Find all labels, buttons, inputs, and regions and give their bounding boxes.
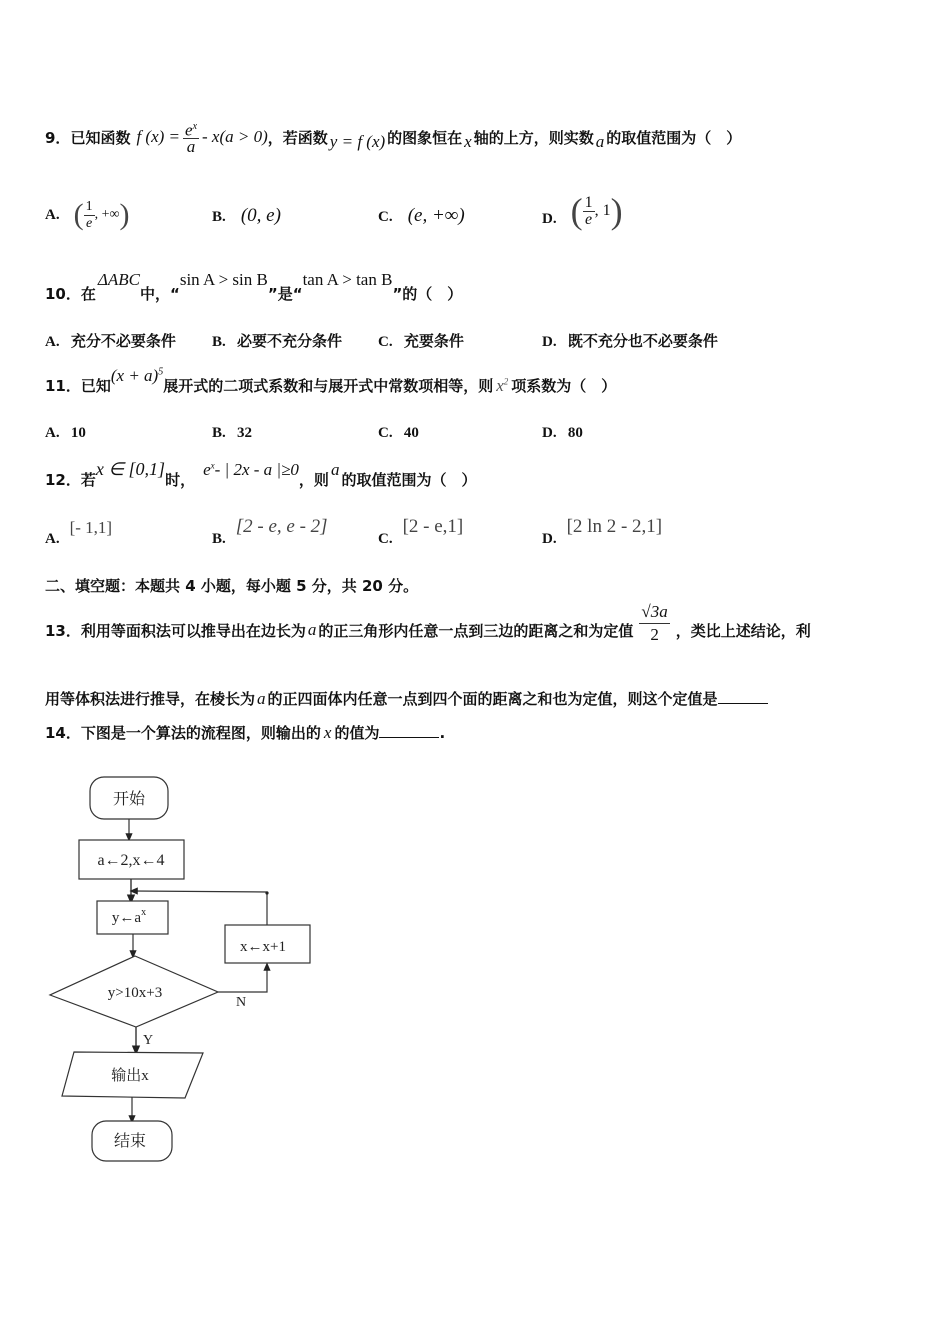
flow-increment-node — [225, 925, 310, 963]
svg-text:结束: 结束 — [113, 1133, 147, 1150]
q9-option-d[interactable]: D. ( $\frac{1}{e}$ , 1 ) — [542, 191, 623, 231]
flow-assign-y-node — [97, 901, 168, 934]
flow-no-label: N — [236, 995, 247, 1010]
question-10: 10．在 ΔABC 中，“ sin A > sin B ”是“ tan A > tan B ”的（ ） — [45, 270, 463, 303]
q9-number: 9． — [45, 128, 71, 147]
q12-option-c[interactable]: C. [2 - e,1] — [378, 516, 464, 547]
question-13-line-1: 13．利用等面积法可以推导出在边长为 a 的正三角形内任意一点到三边的距离之和为定值 $\frac{√3a}{2}$ ，类比上述结论，利 — [45, 601, 811, 644]
svg-text:输出x: 输出x — [111, 1068, 149, 1084]
q9-prefix: 已知函数 — [70, 128, 131, 147]
svg-text:y←ax: $y\leftarrow a^x$ — [111, 907, 147, 926]
flowchart — [0, 760, 360, 1180]
q10-option-a[interactable]: A. 充分不必要条件 — [45, 332, 176, 350]
flow-output-node — [62, 1052, 203, 1098]
q11-option-d[interactable]: D. 80 — [542, 425, 583, 441]
svg-text:y>10x+3: y>10x+3 — [107, 985, 163, 1001]
flow-init-node — [79, 840, 184, 879]
flow-decision-node — [50, 956, 218, 1027]
q9-option-a[interactable]: A. ( $\frac{1}{e}$ , +∞ ) — [45, 198, 130, 231]
q12-option-d[interactable]: D. [2 ln 2 - 2,1] — [542, 516, 663, 547]
svg-text:开始: 开始 — [112, 791, 146, 808]
q13-answer-blank[interactable] — [718, 703, 768, 704]
q12-option-b[interactable]: B. [2 - e, e - 2] — [212, 516, 328, 547]
q11-option-b[interactable]: B. 32 — [212, 425, 252, 441]
q9-function: f (x) = $\frac{e^x}{a}$ - x(a > 0) — [136, 120, 268, 157]
q11-option-c[interactable]: C. 40 — [378, 425, 419, 441]
question-14: 14．下图是一个算法的流程图，则输出的 x 的值为 . — [45, 723, 446, 742]
flow-start-node — [90, 777, 168, 819]
q9-option-b[interactable]: B. (0, e) — [212, 205, 281, 226]
q11-option-a[interactable]: A. 10 — [45, 425, 86, 441]
question-12: 12．若 x ∈ [0,1] 时， $e^x-$ | 2x - a |≥0 ，则 a 的取值范围为（ ） — [45, 459, 477, 489]
flow-end-node — [92, 1121, 172, 1161]
q10-option-c[interactable]: C. 充要条件 — [378, 332, 464, 350]
svg-text:x←x+1: x←x+1 — [240, 939, 286, 955]
flow-yes-label: Y — [143, 1033, 154, 1048]
q13-fraction: $\frac{√3a}{2}$ — [641, 601, 668, 644]
q10-option-d[interactable]: D. 既不充分也不必要条件 — [542, 332, 718, 350]
svg-text:a←2,x←4: a←2,x←4 — [97, 852, 165, 869]
section-2-heading: 二、填空题：本题共 4 小题，每小题 5 分，共 20 分。 — [45, 577, 419, 595]
q9-fraction: $\frac{e^x}{a}$ — [185, 120, 198, 157]
question-9: 9． 已知函数 f (x) = $\frac{e^x}{a}$ - x(a > 0) ，若函数 y = f (x) 的图象恒在 x 轴的上方，则实数 a 的取值范围为（ ） — [45, 120, 742, 157]
question-13-line-2: 用等体积法进行推导，在棱长为 a 的正四面体内任意一点到四个面的距离之和也为定值，则这个定值是 — [45, 688, 768, 709]
question-11: 11．已知 $(x + a)^5$ 展开式的二项式系数和与展开式中常数项相等，则 $x^2$ 项系数为（ ） — [45, 366, 617, 395]
q10-option-b[interactable]: B. 必要不充分条件 — [212, 332, 343, 350]
q9-option-c[interactable]: C. (e, +∞) — [378, 205, 465, 226]
q12-option-a[interactable]: A. [- 1,1] — [45, 518, 113, 547]
q14-answer-blank[interactable] — [379, 737, 439, 738]
